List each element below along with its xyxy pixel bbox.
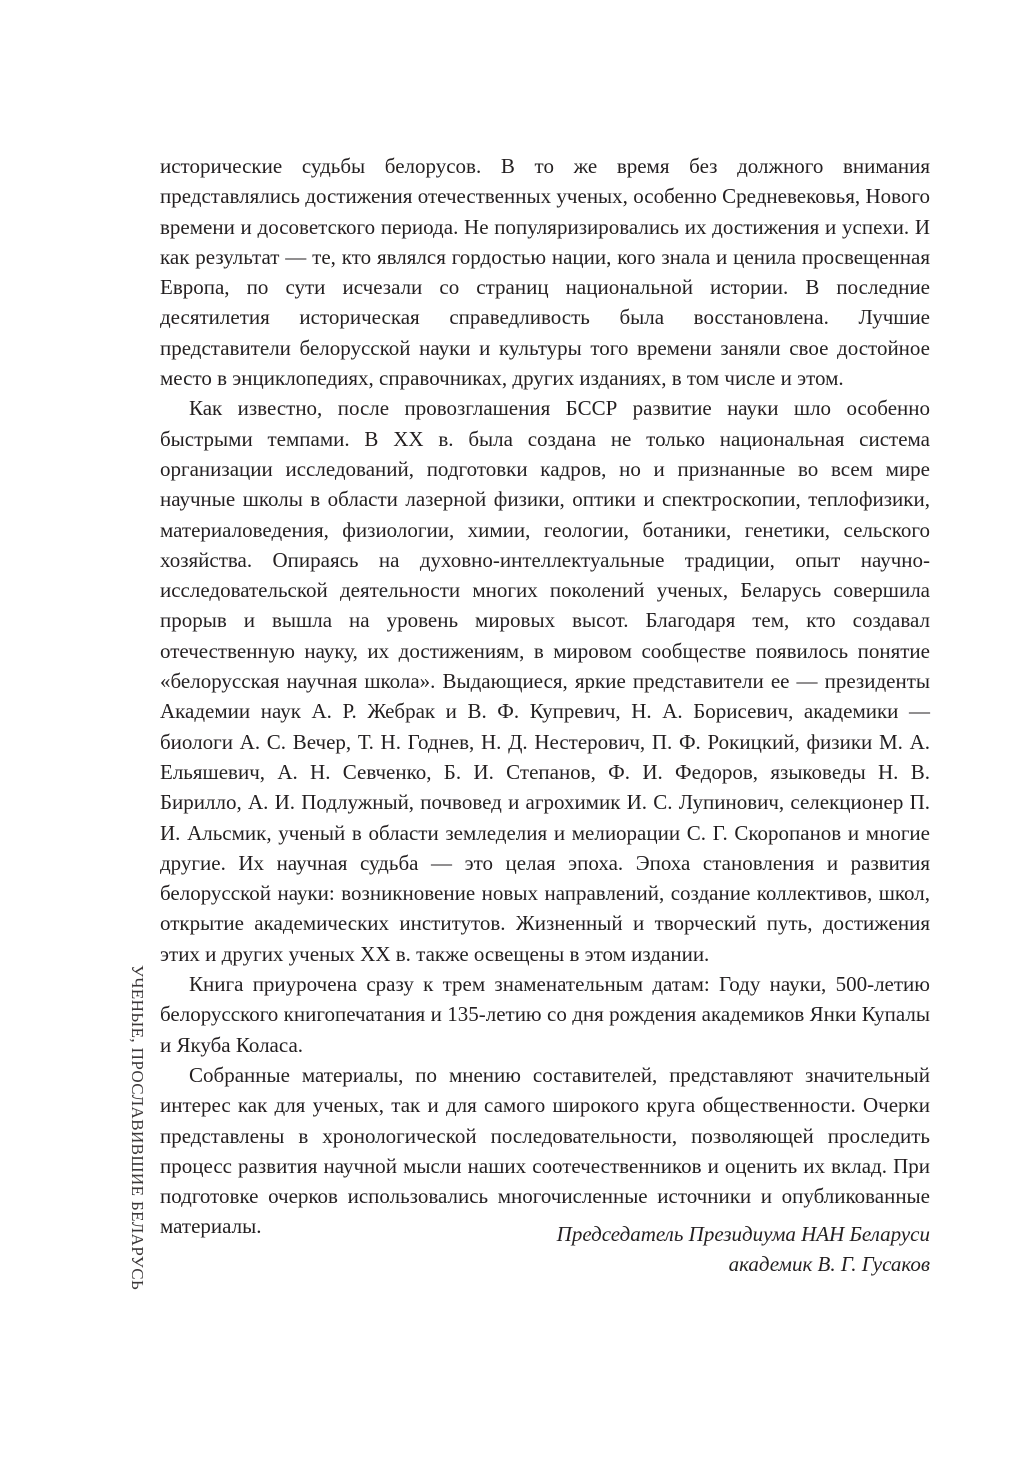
- running-head: УЧЕНЫЕ, ПРОСЛАВИВШИЕ БЕЛАРУСЬ: [128, 965, 147, 1291]
- paragraph-2: Как известно, после провозглашения БССР развитие науки шло особенно быстрыми темпами. В XX в. была создана не только национальная система организации исследований, подготовки кадров, но и признанные во всем мире научные школы в области лазерной физики, оптики и спектроскопии, теплофизики, материаловедения, физиологии, химии, геологии, ботаники, генетики, сельского хозяйства. Опираясь на духовно-интеллектуальные традиции, опыт научно-исследовательской деятельности многих поколений ученых, Беларусь совершила прорыв и вышла на уровень мировых высот. Благодаря тем, кто создавал отечественную науку, их достижениям, в мировом сообществе появилось понятие «белорусская научная школа». Выдающиеся, яркие представители ее — президенты Академии наук А. Р. Жебрак и В. Ф. Купревич, Н. А. Борисевич, академики — биологи А. С. Вечер, Т. Н. Годнев, Н. Д. Нестерович, П. Ф. Рокицкий, физики М. А. Ельяшевич, А. Н. Севченко, Б. И. Степанов, Ф. И. Федоров, языковеды Н. В. Бирилло, А. И. Подлужный, почвовед и агрохимик И. С. Лупинович, селекционер П. И. Альсмик, ученый в области земледелия и мелиорации С. Г. Скоропанов и многие другие. Их научная судьба — это целая эпоха. Эпоха становления и развития белорусской науки: возникновение новых направлений, создание коллективов, школ, открытие академических институтов. Жизненный и творческий путь, достижения этих и других ученых XX в. также освещены в этом издании.: [160, 396, 930, 966]
- signature-name: академик В. Г. Гусаков: [728, 1252, 930, 1277]
- paragraph-3: Книга приурочена сразу к трем знаменательным датам: Году науки, 500-летию белорусского книгопечатания и 135-летию со дня рождения академиков Янки Купалы и Якуба Коласа.: [160, 972, 930, 1057]
- signature-block: [557, 1219, 930, 1280]
- paragraph-4: Собранные материалы, по мнению составителей, представляют значительный интерес как для ученых, так и для самого широкого круга общественности. Очерки представлены в хронологической последовательности, позволяющей проследить процесс развития научной мысли наших соотечественников и оценить их вклад. При подготовке очерков использовались многочисленные источники и опубликованные материалы.: [160, 1062, 930, 1239]
- paragraph-1: исторические судьбы белорусов. В то же время без должного внимания представлялись достижения отечественных ученых, особенно Средневековья, Нового времени и досоветского периода. Не популяризировались их достижения и успехи. И как результат — те, кто являлся гордостью нации, кого знала и ценила просвещенная Европа, по сути исчезали со страниц национальной истории. В последние десятилетия историческая справедливость была восстановлена. Лучшие представители белорусской науки и культуры того времени заняли свое достойное место в энциклопедиях, справочниках, других изданиях, в том числе и этом.: [160, 154, 930, 391]
- body-text: [160, 151, 930, 1242]
- signature-title: Председатель Президиума НАН Беларуси: [556, 1222, 930, 1246]
